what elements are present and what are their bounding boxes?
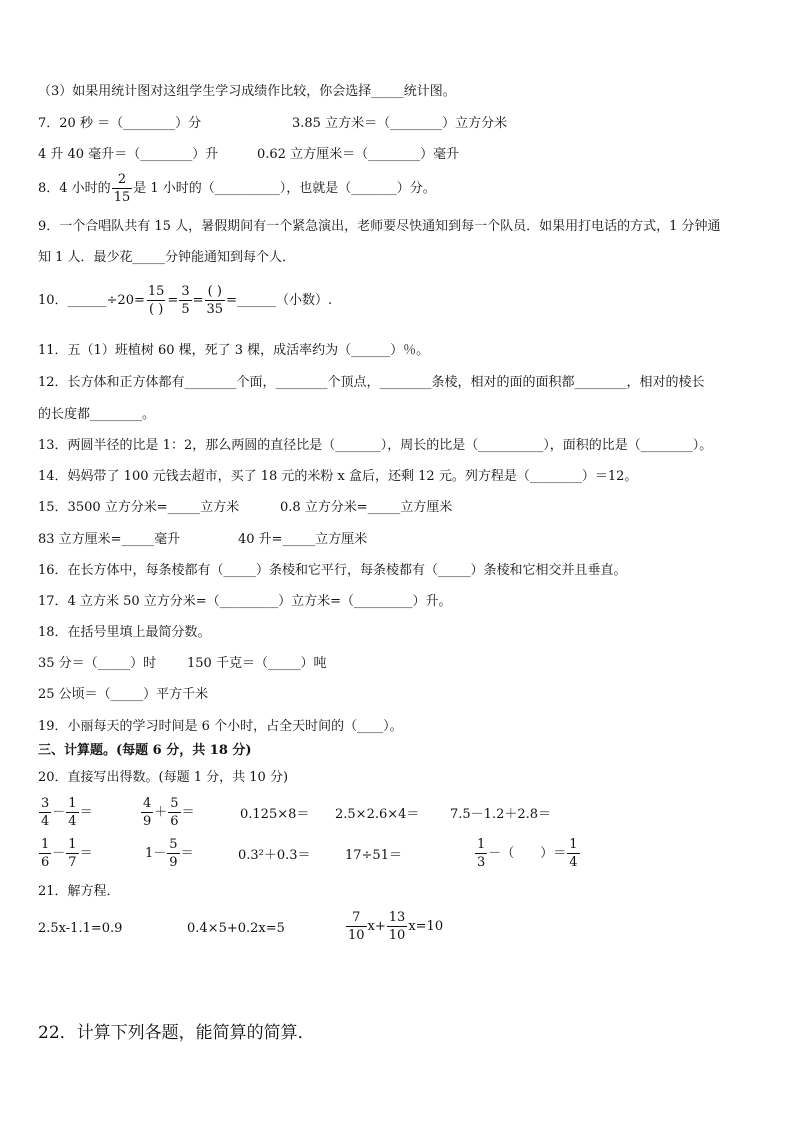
calc-2-frac-a bbox=[141, 796, 153, 829]
q18-kilograms: 150 千克＝（_____）吨 bbox=[187, 656, 327, 671]
calc-6-eq: ＝ bbox=[79, 846, 93, 861]
calc-6-op: － bbox=[52, 846, 66, 861]
q10-f2-den: 5 bbox=[181, 302, 190, 317]
calc-7-num: 5 bbox=[169, 837, 178, 852]
calc-6 bbox=[38, 837, 93, 870]
calc-10-num-b: 1 bbox=[569, 837, 578, 852]
q8-suffix: 是 1 小时的（__________），也就是（_______）分。 bbox=[133, 181, 436, 196]
q10-f3-num: ( ) bbox=[207, 284, 222, 299]
calc-1-op: － bbox=[52, 805, 66, 820]
eq3-frac-a bbox=[346, 910, 367, 943]
calc-1-frac-a bbox=[39, 796, 51, 829]
calc-6-num-a: 1 bbox=[41, 837, 50, 852]
q7-cubic-meters: 3.85 立方米＝（________）立方分米 bbox=[292, 116, 508, 131]
q10-f1-num: 15 bbox=[147, 284, 165, 299]
question-15-a: 15．3500 立方分米=_____立方米 bbox=[38, 500, 240, 515]
q8-frac-num: 2 bbox=[117, 172, 127, 187]
calc-2 bbox=[140, 796, 195, 829]
eq3-num-b: 13 bbox=[388, 910, 406, 925]
calc-6-den-b: 7 bbox=[68, 855, 77, 870]
calc-10-mid: －（ ）＝ bbox=[488, 846, 567, 861]
calc-10-frac-b bbox=[567, 837, 579, 870]
calc-2-num-b: 5 bbox=[170, 796, 179, 811]
question-18: 18．在括号里填上最简分数。 bbox=[38, 625, 211, 640]
question-17: 17．4 立方米 50 立方分米=（_________）立方米=（_________）升。 bbox=[38, 594, 452, 609]
calc-1-den-a: 4 bbox=[41, 814, 50, 829]
question-19: 19．小丽每天的学习时间是 6 个小时，占全天时间的（____）。 bbox=[38, 719, 403, 734]
calc-7 bbox=[145, 837, 194, 870]
calc-10-frac-a bbox=[475, 837, 487, 870]
q7-seconds-to-minutes: 7．20 秒 ＝（________）分 bbox=[38, 116, 202, 131]
q10-suffix: =______（小数）. bbox=[226, 293, 333, 308]
q10-f2-num: 3 bbox=[181, 284, 190, 299]
eq3-num-a: 7 bbox=[352, 910, 361, 925]
q8-fraction bbox=[112, 172, 133, 205]
calc-1-eq: ＝ bbox=[79, 805, 93, 820]
q10-fraction-2 bbox=[179, 284, 191, 317]
eq3-den-b: 10 bbox=[388, 928, 406, 943]
equation-3 bbox=[345, 910, 443, 943]
eq3-den-a: 10 bbox=[348, 928, 365, 943]
calc-7-frac bbox=[167, 837, 179, 870]
calc-1-num-b: 1 bbox=[68, 796, 77, 811]
calc-10-den-a: 3 bbox=[477, 855, 486, 870]
q10-eq2: = bbox=[192, 293, 204, 308]
equation-2: 0.4×5+0.2x=5 bbox=[187, 921, 285, 936]
question-15-b: 0.8 立方分米=_____立方厘米 bbox=[280, 500, 453, 515]
calc-7-den: 9 bbox=[169, 855, 178, 870]
q10-f1-den: ( ) bbox=[149, 302, 164, 317]
calc-6-num-b: 1 bbox=[68, 837, 77, 852]
q8-frac-den: 15 bbox=[113, 190, 131, 205]
calc-7-eq: ＝ bbox=[180, 846, 194, 861]
question-22: 22．计算下列各题，能简算的简算． bbox=[38, 1023, 315, 1043]
question-14: 14．妈妈带了 100 元钱去超市，买了 18 元的米粉 x 盒后，还剩 12 元。列方程是（________）＝12。 bbox=[38, 469, 638, 484]
question-16: 16．在长方体中，每条棱都有（_____）条棱和它平行，每条棱都有（_____）条棱和它相交并且垂直。 bbox=[38, 563, 627, 578]
calc-8: 0.3²＋0.3＝ bbox=[238, 848, 311, 863]
question-10 bbox=[38, 284, 332, 317]
calc-2-den-a: 9 bbox=[143, 814, 152, 829]
calc-2-num-a: 4 bbox=[143, 796, 152, 811]
q10-eq1: = bbox=[167, 293, 179, 308]
question-15-d: 40 升=_____立方厘米 bbox=[238, 532, 368, 547]
q10-f3-den: 35 bbox=[206, 302, 224, 317]
calc-3: 0.125×8＝ bbox=[240, 807, 310, 822]
calc-4: 2.5×2.6×4＝ bbox=[335, 807, 420, 822]
calc-1-num-a: 3 bbox=[41, 796, 50, 811]
question-15-c: 83 立方厘米=_____毫升 bbox=[38, 532, 181, 547]
question-11: 11．五（1）班植树 60 棵，死了 3 棵，成活率约为（______）％。 bbox=[38, 343, 430, 358]
calc-7-prefix: 1－ bbox=[145, 846, 167, 861]
question-13: 13．两圆半径的比是 1：2，那么两圆的直径比是（_______），周长的比是（__________），面积的比是（________）。 bbox=[38, 438, 713, 453]
q10-fraction-1 bbox=[146, 284, 167, 317]
calc-2-op: ＋ bbox=[154, 805, 168, 820]
q7-cubic-cm: 0.62 立方厘米＝（________）毫升 bbox=[257, 147, 460, 162]
eq3-mid: x+ bbox=[367, 919, 386, 934]
calc-10-den-b: 4 bbox=[569, 855, 578, 870]
calc-10 bbox=[474, 837, 581, 870]
calc-2-eq: ＝ bbox=[181, 805, 195, 820]
eq3-frac-b bbox=[387, 910, 408, 943]
q7-liters: 4 升 40 毫升＝（________）升 bbox=[38, 147, 219, 162]
question-3-stat-chart: （3）如果用统计图对这组学生学习成绩作比较，你会选择_____统计图。 bbox=[38, 84, 456, 99]
question-9-line2: 知 1 人．最少花_____分钟能通知到每个人． bbox=[38, 250, 296, 265]
calc-9: 17÷51＝ bbox=[345, 848, 402, 863]
question-12-line1: 12．长方体和正方体都有________个面，________个顶点，________条棱，相对的面的面积都________，相对的棱长 bbox=[38, 375, 705, 390]
calc-2-den-b: 6 bbox=[170, 814, 179, 829]
calc-1-frac-b bbox=[66, 796, 78, 829]
calc-1-den-b: 4 bbox=[68, 814, 77, 829]
calc-10-num-a: 1 bbox=[477, 837, 486, 852]
q8-prefix: 8．4 小时的 bbox=[38, 181, 111, 196]
calc-6-frac-a bbox=[39, 837, 51, 870]
q18-hectares: 25 公顷＝（_____）平方千米 bbox=[38, 687, 209, 702]
question-8 bbox=[38, 172, 436, 205]
section-3-heading: 三、计算题。(每题 6 分，共 18 分) bbox=[38, 743, 252, 758]
calc-2-frac-b bbox=[168, 796, 180, 829]
equation-1: 2.5x-1.1=0.9 bbox=[38, 921, 123, 936]
question-9-line1: 9．一个合唱队共有 15 人，暑假期间有一个紧急演出，老师要尽快通知到每一个队员．如果用打电话的方式，1 分钟通 bbox=[38, 219, 721, 234]
q10-fraction-3 bbox=[205, 284, 226, 317]
calc-1 bbox=[38, 796, 93, 829]
calc-5: 7.5－1.2＋2.8＝ bbox=[450, 807, 552, 822]
question-12-line2: 的长度都________。 bbox=[38, 407, 156, 422]
calc-6-den-a: 6 bbox=[41, 855, 50, 870]
question-20: 20．直接写出得数。(每题 1 分，共 10 分) bbox=[38, 770, 289, 785]
question-21: 21．解方程． bbox=[38, 884, 120, 899]
eq3-post: x=10 bbox=[408, 919, 444, 934]
q10-prefix: 10．______÷20= bbox=[38, 293, 145, 308]
calc-6-frac-b bbox=[66, 837, 78, 870]
q18-minutes: 35 分＝（_____）时 bbox=[38, 656, 157, 671]
